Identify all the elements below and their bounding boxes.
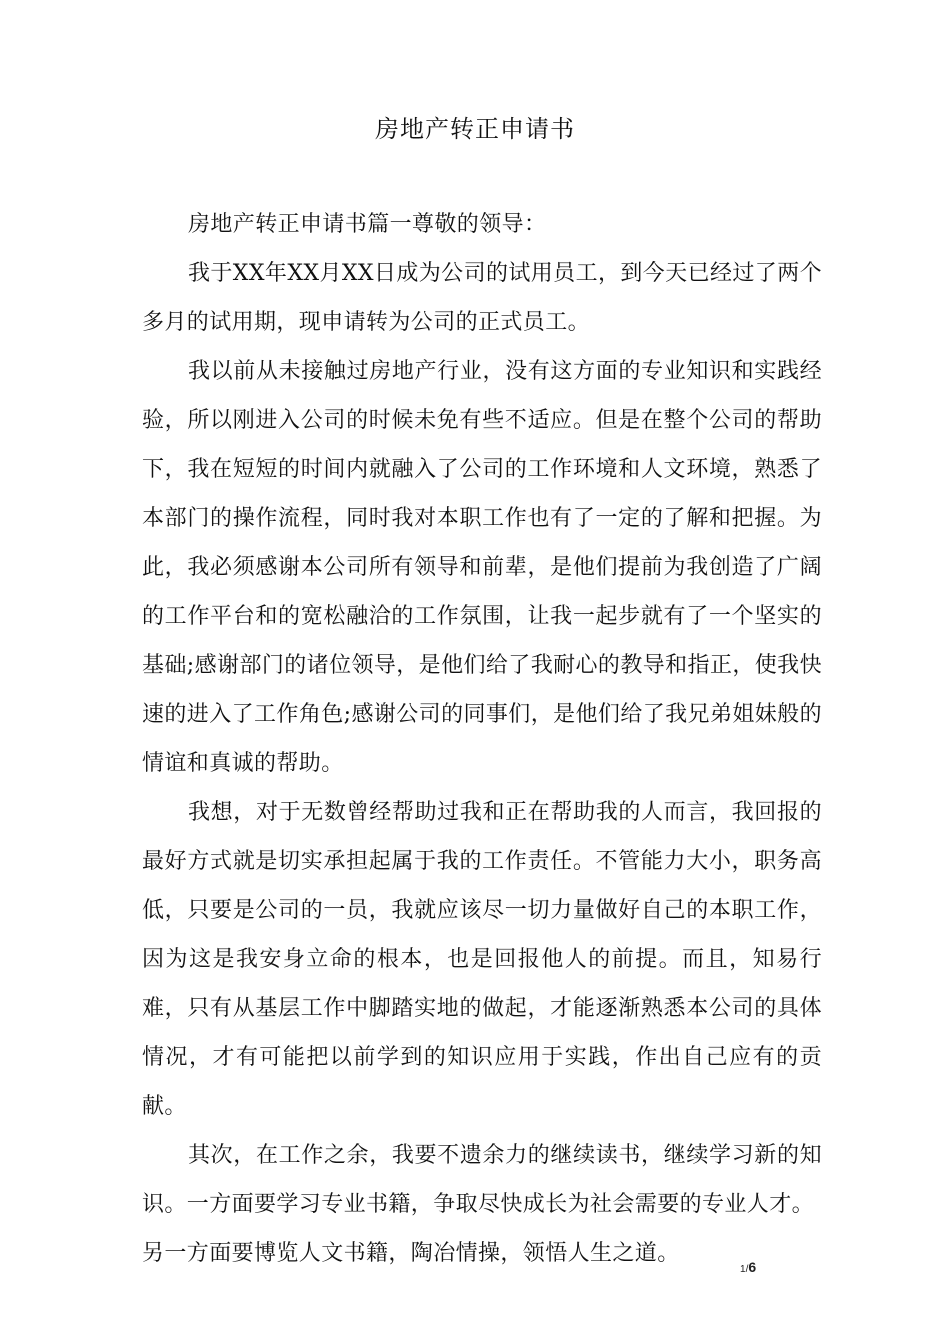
document-title: 房地产转正申请书 bbox=[375, 115, 575, 143]
paragraph-responsibility: 我想，对于无数曾经帮助过我和正在帮助我的人而言，我回报的最好方式就是切实承担起属于我的工作责任。不管能力大小，职务高低，只要是公司的一员，我就应该尽一切力量做好自己的本职工作，因为这是我安身立命的根本，也是回报他人的前提。而且，知易行难，只有从基层工作中脚踏实地的做起，才能逐渐熟悉本公司的具体情况，才有可能把以前学到的知识应用于实践，作出自己应有的贡献。 bbox=[142, 800, 822, 1119]
current-page-number: 1 bbox=[740, 1264, 746, 1275]
paragraph-intro: 我于XX年XX月XX日成为公司的试用员工，到今天已经过了两个多月的试用期，现申请转为公司的正式员工。 bbox=[142, 261, 822, 335]
page-number bbox=[740, 1259, 756, 1275]
document-body bbox=[142, 200, 822, 1270]
paragraph-learning: 其次，在工作之余，我要不遗余力的继续读书，继续学习新的知识。一方面要学习专业书籍，争取尽快成长为社会需要的专业人才。 bbox=[142, 1143, 822, 1217]
paragraph-continuation: 另一方面要博览人文书籍，陶冶情操，领悟人生之道。 bbox=[142, 1241, 680, 1266]
paragraph-gratitude: 我以前从未接触过房地产行业，没有这方面的专业知识和实践经验，所以刚进入公司的时候未免有些不适应。但是在整个公司的帮助下，我在短短的时间内就融入了公司的工作环境和人文环境，熟悉了本部门的操作流程，同时我对本职工作也有了一定的了解和把握。为此，我必须感谢本公司所有领导和前辈，是他们提前为我创造了广阔的工作平台和的宽松融洽的工作氛围，让我一起步就有了一个坚实的基础;感谢部门的诸位领导，是他们给了我耐心的教导和指正，使我快速的进入了工作角色;感谢公司的同事们，是他们给了我兄弟姐妹般的情谊和真诚的帮助。 bbox=[142, 359, 822, 776]
total-pages-number: 6 bbox=[748, 1259, 757, 1275]
page-separator: / bbox=[745, 1264, 749, 1275]
paragraph-salutation: 房地产转正申请书篇一尊敬的领导： bbox=[188, 212, 547, 237]
